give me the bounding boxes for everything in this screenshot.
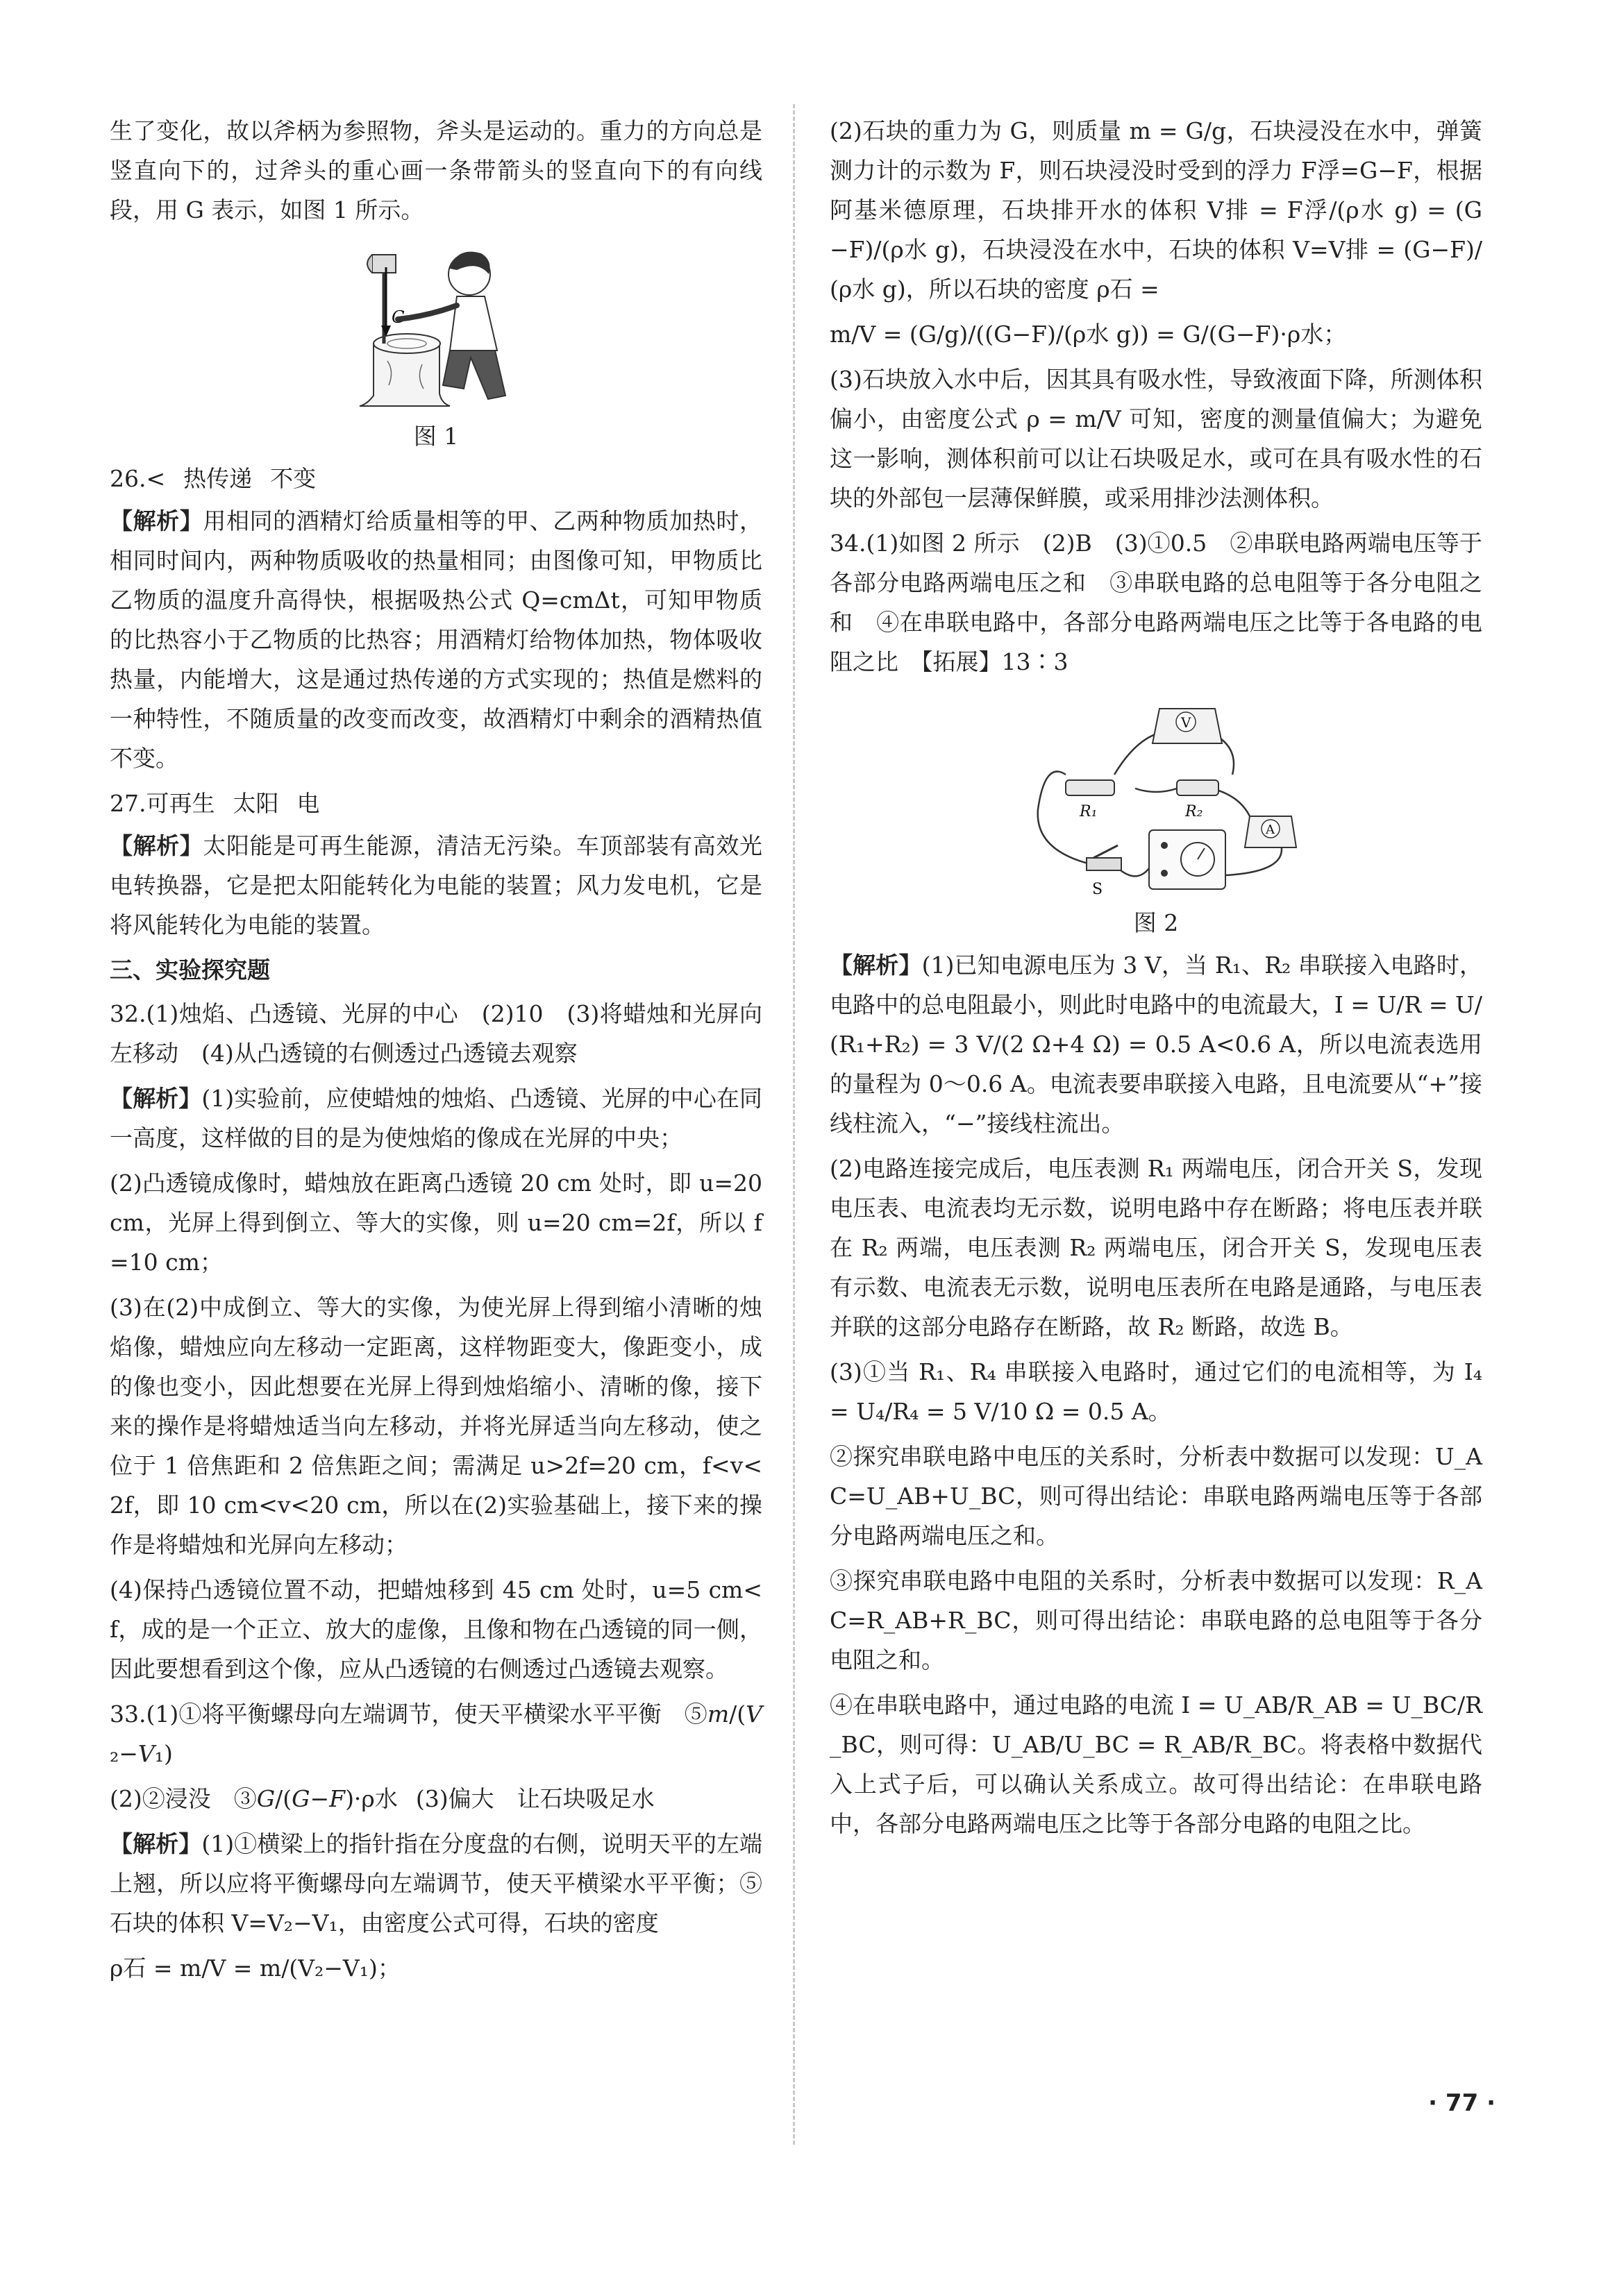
left-column bbox=[110, 111, 762, 1993]
answer-27-part1: 可再生 bbox=[146, 790, 215, 817]
analysis-label: 【解析】 bbox=[110, 507, 203, 534]
figure-2-caption: 图 2 bbox=[1133, 909, 1179, 936]
voltmeter-label: V bbox=[1181, 714, 1191, 731]
answer-33-line2 bbox=[110, 1779, 762, 1818]
analysis-33-text1: (1)①横梁上的指针指在分度盘的右侧，说明天平的左端上翘，所以应将平衡螺母向左端调节，使天平横梁水平平衡；⑤石块的体积 V=V₂−V₁，由密度公式可得，石块的密度 bbox=[110, 1830, 763, 1936]
analysis-33-part2: (2)石块的重力为 G，则质量 m = G/g，石块浸没在水中，弹簧测力计的示数为 F，则石块浸没时受到的浮力 F浮=G−F，根据阿基米德原理，石块排开水的体积 V排 = F浮/(ρ水 g) = (G−F)/(ρ水 g)，石块浸没在水中，石块的体积 V=V排 = (G−F)/(ρ水 g)，所以石块的密度 ρ石 = bbox=[830, 117, 1482, 303]
analysis-34-part6: ④在串联电路中，通过电路的电流 I = U_AB/R_AB = U_BC/R_BC，则可得：U_AB/U_BC = R_AB/R_BC。将表格中数据代入上式子后，可以确认关系成立。故可得出结论：在串联电路中，各部分电路两端电压之比等于各部分电路的电阻之比。 bbox=[830, 1691, 1482, 1837]
switch-label: S bbox=[1092, 881, 1103, 898]
analysis-32-part1 bbox=[110, 1079, 762, 1158]
answer-33-formula-b: G/(G−F)·ρ水 bbox=[256, 1785, 398, 1812]
r1-label: R₁ bbox=[1080, 803, 1098, 820]
page-number: · 77 · bbox=[1428, 2089, 1495, 2117]
analysis-34-part1 bbox=[830, 945, 1482, 1143]
answer-34: 34.(1)如图 2 所示 (2)B (3)①0.5 ②串联电路两端电压等于各部分电路两端电压之和 ③串联电路的总电阻等于各分电阻之和 ④在串联电路中，各部分电路两端电压之比等于各电路的电阻之比 【拓展】13∶3 bbox=[830, 530, 1482, 675]
analysis-32-text1: (1)实验前，应使蜡烛的烛焰、凸透镜、光屏的中心在同一高度，这样做的目的是为使烛焰的像成在光屏的中央； bbox=[110, 1085, 763, 1151]
analysis-32-part4: (4)保持凸透镜位置不动，把蜡烛移到 45 cm 处时，u=5 cm<f，成的是一个正立、放大的虚像，且像和物在凸透镜的同一侧，因此要想看到这个像，应从凸透镜的右侧透过凸透镜去观察。 bbox=[110, 1576, 762, 1682]
figure-2 bbox=[830, 691, 1482, 938]
analysis-34-part2: (2)电路连接完成后，电压表测 R₁ 两端电压，闭合开关 S，发现电压表、电流表均无示数，说明电路中存在断路；将电压表并联在 R₂ 两端，电压表测 R₂ 两端电压，闭合开关 S，发现电压表有示数、电流表无示数，说明电压表所在电路是通路，与电压表并联的这部分电路存在断路，故 R₂ 断路，故选 B。 bbox=[830, 1155, 1482, 1340]
figure-1 bbox=[110, 239, 762, 452]
analysis-label: 【解析】 bbox=[110, 1830, 202, 1857]
answer-33-text-b1: (2)②浸没 ③ bbox=[110, 1785, 257, 1812]
answer-27-number: 27. bbox=[110, 790, 146, 817]
analysis-26-text: 用相同的酒精灯给质量相等的甲、乙两种物质加热时，相同时间内，两种物质吸收的热量相同；由图像可知，甲物质比乙物质的温度升高得快，根据吸热公式 Q=cmΔt，可知甲物质的比热容小于乙物质的比热容；用酒精灯给物体加热，物体吸收热量，内能增大，这是通过热传递的方式实现的；热值是燃料的一种特性，不随质量的改变而改变，故酒精灯中剩余的酒精热值不变。 bbox=[110, 507, 763, 772]
answer-32: 32.(1)烛焰、凸透镜、光屏的中心 (2)10 (3)将蜡烛和光屏向左移动 (4)从凸透镜的右侧透过凸透镜去观察 bbox=[110, 1000, 762, 1067]
axe-boy-illustration bbox=[346, 239, 526, 413]
answer-26 bbox=[110, 459, 762, 498]
analysis-27 bbox=[110, 826, 762, 945]
answer-33-text-a: 33.(1)①将平衡螺母向左端调节，使天平横梁水平平衡 ⑤ bbox=[110, 1700, 707, 1728]
r2-label: R₂ bbox=[1185, 803, 1203, 820]
figure-1-caption: 图 1 bbox=[413, 423, 459, 450]
analysis-34-part4: ②探究串联电路中电压的关系时，分析表中数据可以发现：U_AC=U_AB+U_BC，则可得出结论：串联电路两端电压等于各部分电路两端电压之和。 bbox=[830, 1443, 1482, 1549]
analysis-33-equation: ρ石 = m/V = m/(V₂−V₁)； bbox=[110, 1955, 401, 1982]
ammeter-label: A bbox=[1266, 822, 1275, 837]
intro-paragraph: 生了变化，故以斧柄为参照物，斧头是运动的。重力的方向总是竖直向下的，过斧头的重心画一条带箭头的竖直向下的有向线段，用 G 表示，如图 1 所示。 bbox=[110, 117, 762, 223]
analysis-33-density-equation: m/V = (G/g)/((G−F)/(ρ水 g)) = G/(G−F)·ρ水； bbox=[830, 321, 1347, 348]
answer-27 bbox=[110, 784, 762, 823]
column-divider bbox=[793, 104, 795, 2145]
analysis-label: 【解析】 bbox=[830, 952, 922, 979]
analysis-34-part3: (3)①当 R₁、R₄ 串联接入电路时，通过它们的电流相等，为 I₄ = U₄/R₄ = 5 V/10 Ω = 0.5 A。 bbox=[830, 1358, 1482, 1425]
right-column bbox=[830, 111, 1482, 1849]
circuit-diagram bbox=[1010, 691, 1302, 900]
answer-33-line1 bbox=[110, 1694, 762, 1773]
gravity-label: G bbox=[392, 307, 405, 327]
answer-33-text-b2: (3)偏大 让石块吸足水 bbox=[415, 1785, 655, 1812]
analysis-33-part1 bbox=[110, 1824, 762, 1943]
section-heading: 三、实验探究题 bbox=[110, 956, 270, 984]
answer-27-part2: 太阳 bbox=[233, 790, 279, 817]
analysis-34-part5: ③探究串联电路中电阻的关系时，分析表中数据可以发现：R_AC=R_AB+R_BC，则可得出结论：串联电路的总电阻等于各分电阻之和。 bbox=[830, 1567, 1482, 1673]
analysis-32-part2: (2)凸透镜成像时，蜡烛放在距离凸透镜 20 cm 处时，即 u=20 cm，光屏上得到倒立、等大的实像，则 u=20 cm=2f，所以 f=10 cm； bbox=[110, 1170, 762, 1276]
analysis-26 bbox=[110, 501, 762, 778]
answer-27-part3: 电 bbox=[296, 790, 320, 817]
analysis-27-text: 太阳能是可再生能源，清洁无污染。车顶部装有高效光电转换器，它是把太阳能转化为电能的装置；风力发电机，它是将风能转化为电能的装置。 bbox=[110, 832, 763, 938]
answer-33-formula-a: m/(V₂−V₁) bbox=[110, 1700, 762, 1767]
answer-26-number: 26. bbox=[110, 465, 146, 492]
analysis-label: 【解析】 bbox=[110, 1085, 202, 1112]
analysis-label: 【解析】 bbox=[110, 832, 203, 859]
analysis-34-text1: (1)已知电源电压为 3 V，当 R₁、R₂ 串联接入电路时，电路中的总电阻最小，则此时电路中的电流最大，I = U/R = U/(R₁+R₂) = 3 V/(2 Ω+4 Ω) = 0.5 A<0.6 A，所以电流表选用的量程为 0～0.6 A。电流表要串联接入电路，且电流要从“+”接线柱流入，“−”接线柱流出。 bbox=[830, 952, 1483, 1137]
analysis-32-part3: (3)在(2)中成倒立、等大的实像，为使光屏上得到缩小清晰的烛焰像，蜡烛应向左移动一定距离，这样物距变大，像距变小，成的像也变小，因此想要在光屏上得到烛焰缩小、清晰的像，接下来的操作是将蜡烛适当向左移动，并将光屏适当向左移动，使之位于 1 倍焦距和 2 倍焦距之间；需满足 u>2f=20 cm，f<v<2f，即 10 cm<v<20 cm，所以在(2)实验基础上，接下来的操作是将蜡烛和光屏向左移动； bbox=[110, 1294, 762, 1558]
analysis-33-part3: (3)石块放入水中后，因其具有吸水性，导致液面下降，所测体积偏小，由密度公式 ρ = m/V 可知，密度的测量值偏大；为避免这一影响，测体积前可以让石块吸足水，或可在具有吸水性的石块的外部包一层薄保鲜膜，或采用排沙法测体积。 bbox=[830, 366, 1482, 512]
answer-26-part3: 不变 bbox=[270, 465, 317, 492]
answer-26-part2: 热传递 bbox=[183, 465, 253, 492]
answer-26-part1: < bbox=[146, 465, 166, 492]
